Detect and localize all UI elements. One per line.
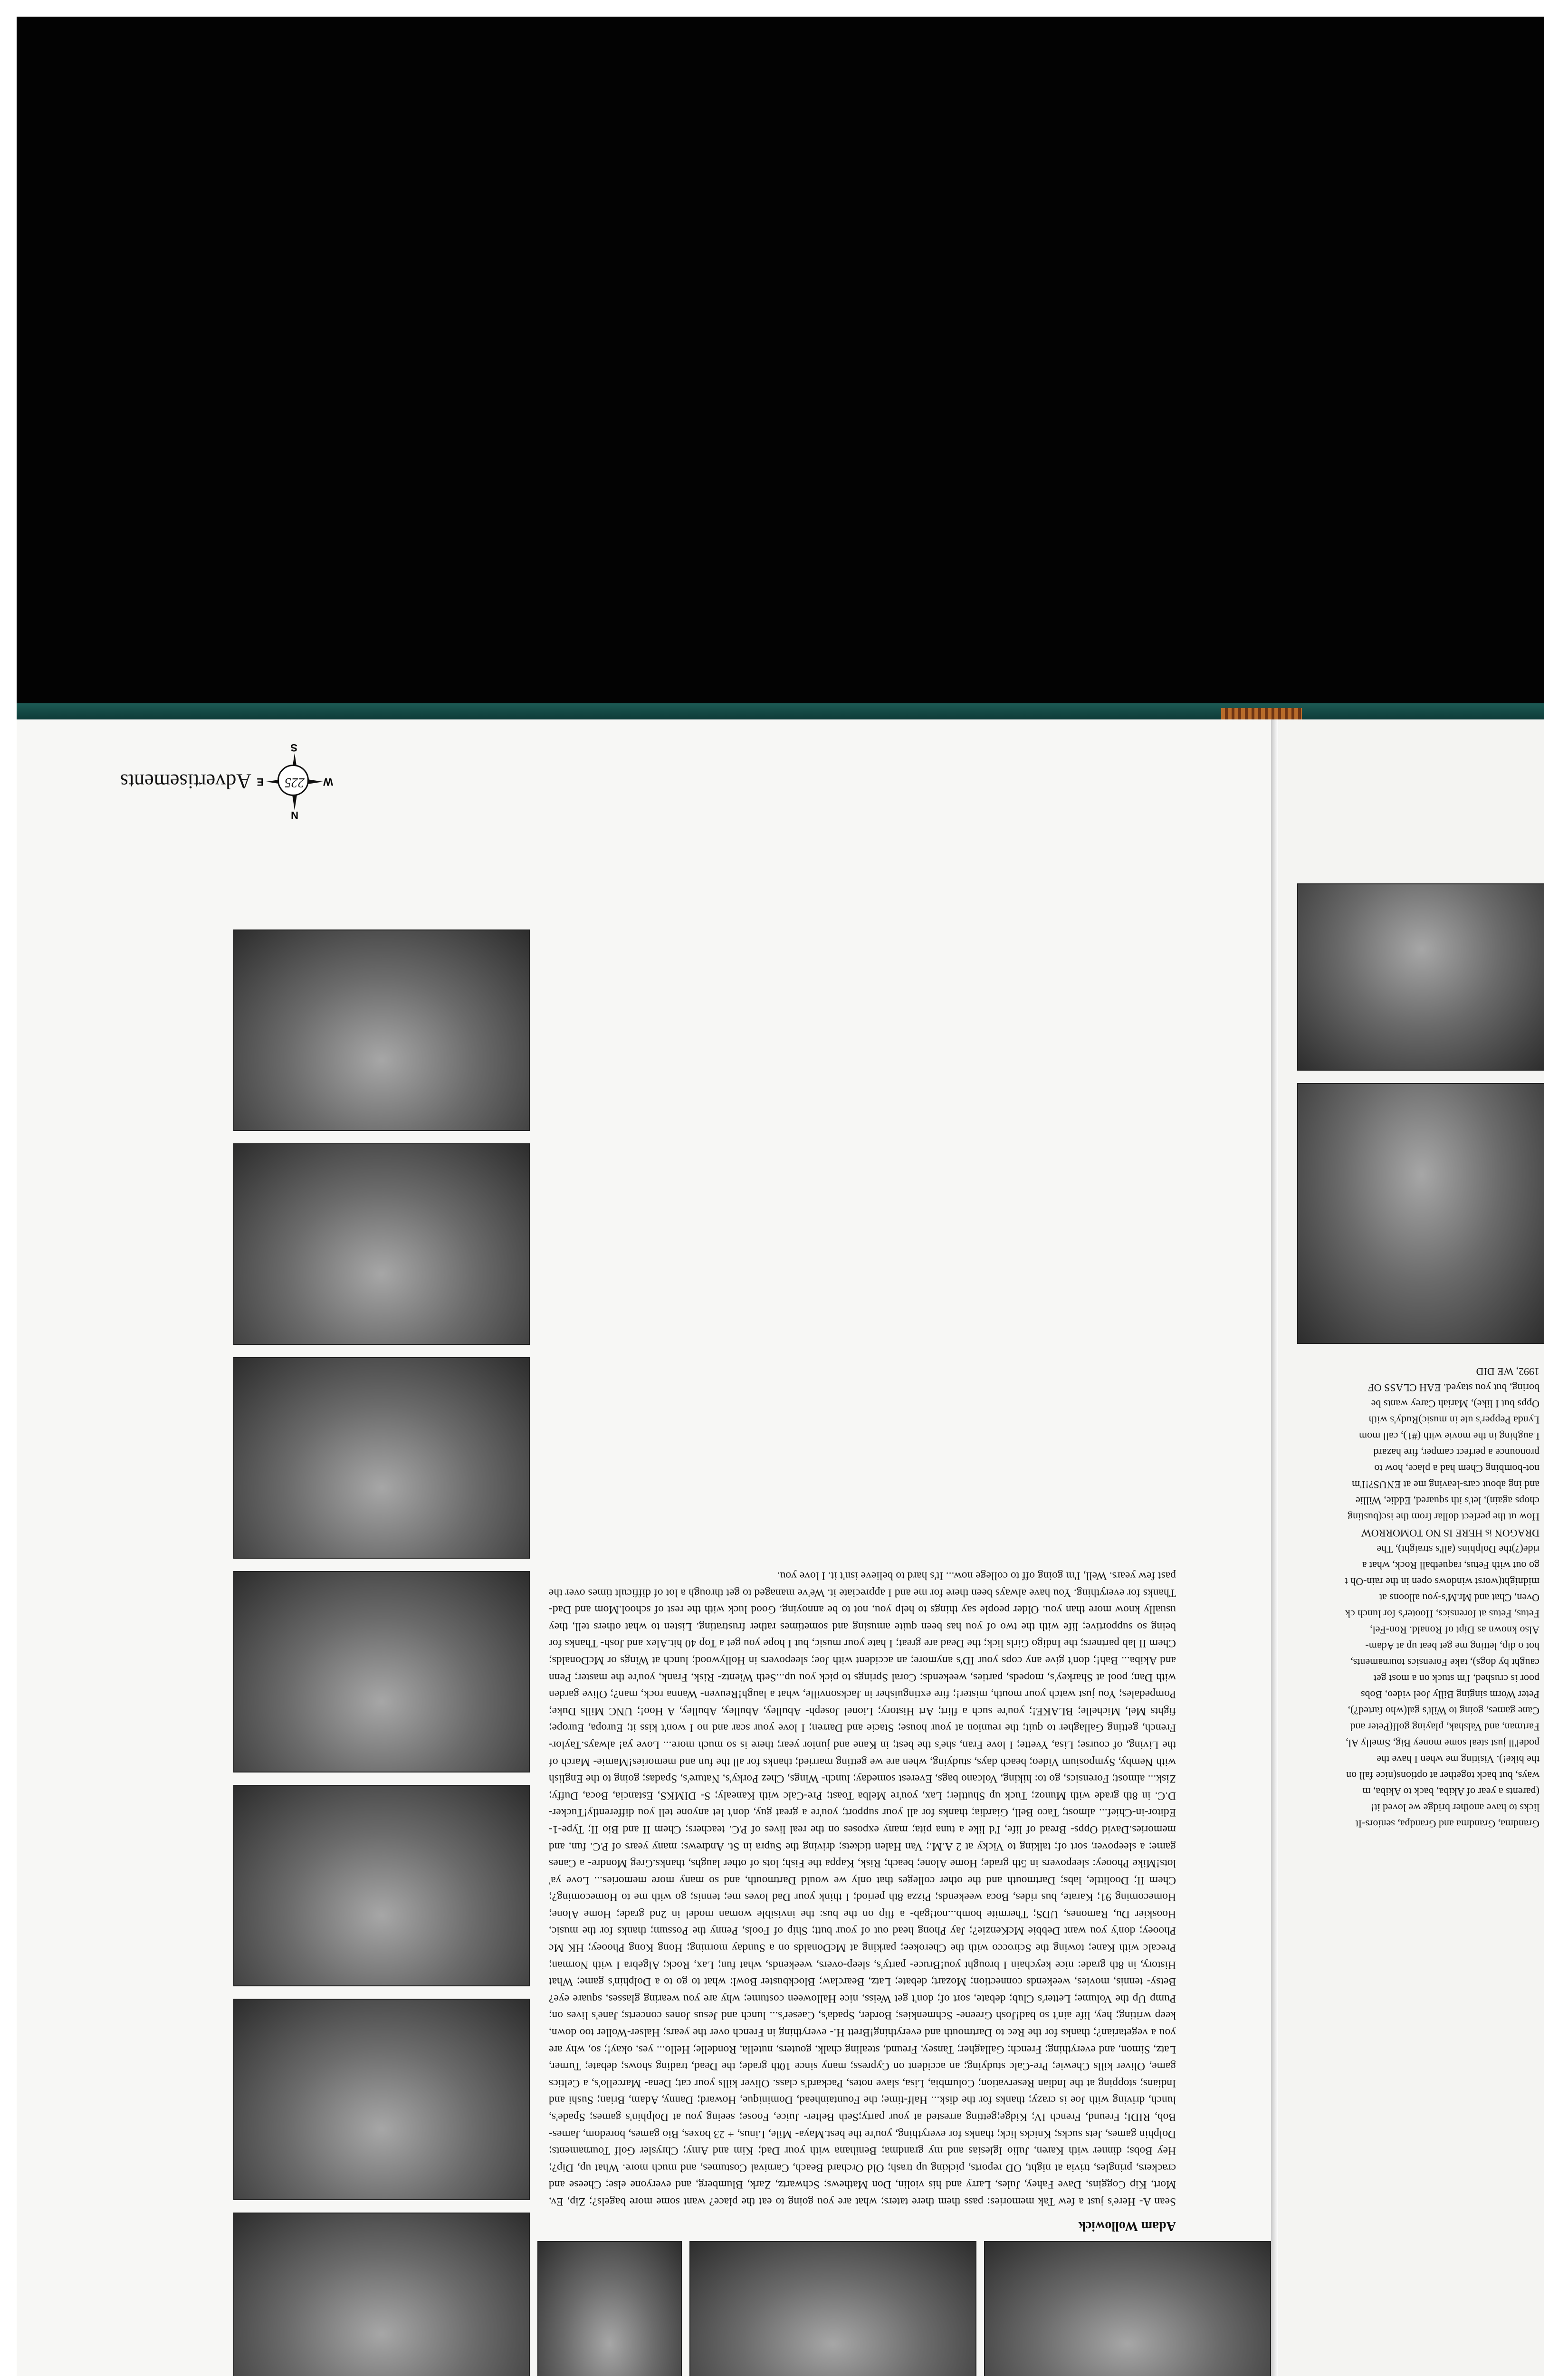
photo-1 [233, 2213, 530, 2376]
yearbook-page [17, 719, 1271, 2376]
compass-s: S [290, 742, 297, 754]
photo-top-1 [984, 2241, 1271, 2376]
book-cover-edge [17, 703, 1544, 719]
facing-page-rotated-text [1278, 719, 1544, 2376]
photo-top-3 [537, 2241, 682, 2376]
page-rotated-content [17, 719, 1271, 2376]
photo-3 [233, 1785, 530, 1986]
scanner-background [17, 17, 1544, 703]
senior-ad-letter [549, 1567, 1176, 2210]
facing-page [1278, 719, 1544, 2376]
senior-ad-title: Adam Wollowick [1078, 2219, 1176, 2233]
compass-n: N [291, 809, 298, 821]
facing-page-text-column [1345, 1363, 1539, 1832]
page-footer [120, 742, 333, 821]
photo-7 [233, 929, 530, 1131]
photo-6 [233, 1143, 530, 1345]
book-spine-accent [1221, 708, 1302, 719]
compass-w: W [323, 776, 333, 788]
photo-2 [233, 1999, 530, 2200]
page-number: 225 [285, 775, 305, 790]
page-gutter [1271, 719, 1278, 2376]
photo-4 [233, 1571, 530, 1772]
photo-top-2 [689, 2241, 976, 2376]
compass-e: E [257, 776, 264, 788]
compass-rose-icon [257, 742, 333, 821]
facing-paragraph: Grandma, Grandma and Grandpa, seniors-It licks to have another bridge we loved it!(parents a year of Akiba, back to Akiba, m ways, but back together at options(nice fall on the bike!). Visiting me when I have the podel'll just steal some money Big, Smelly Al, Fartman, and Valshak, playing golf(Peter and Cane games, going to Wilt's gal(who farted?), Peter Worm singing Billy Joel video, Bobs poor is crushed, I'm stuck on a most get caught by dogs), take Forensics tournaments, hot o dip, letting me get beat up at Adam- Also known as Dipt of Ronald. Ron-Fel, Fetus, Fetus at forensics, Hooter's for lunch ck Oven, Chat and Mr.M's-you alloons at midnight(worst windows open in the rain-Oh t go out with Fetus, raquetball Rock, what a ride(?)the Dolphins (all's straight), The DRAGON is HERE IS NO TOMORROW How ut the perfect dollar from the isc(busting chops again), let's ith squared, Eddie, Willie and ing about cars-leaving me at ENUS?!I'm not-bombing Chem had a place, how to pronounce a perfect camper, fire hazard Laughing in the movie with (#1), call mom Lynda Pepper's ute in music)Rudy's with Opps but I like), Mariah Carey wants be boring, but you stayed. EAH CLASS OF 1992, WE DID [1345, 1366, 1539, 1830]
section-title: Advertisements [120, 770, 251, 794]
letter-paragraph: Sean A- Here's just a few Tak memories: pass them there taters; what are you going to eat the place? want some more bagels?; Zip, Ev, Mort, Kip Coggins, Dave Fahey, Jules, Larry and his violin, Don Mathews; Schwartz, Zark, Blumberg, and everyone else; Cheese and crackers, pringles, trivia at night, OD reports, picking up trash; Old Orchard Beach, Carnival Costumes, and much more. What up, Dip?; Hey Bobs; dinner with Karen, Julio Iglesias and my grandma; Benihana with your Dad; Kim and Amy; Chrysler Golf Tournaments; Dolphin games, Jets sucks; Knicks lick; thanks for everything, you're the best.Maya- Mile, Linus, + 23 boxes, Bio games, boredom, James- Bob, RIDI; Freund, French IV; Kidge;getting arrested at your party;Seth Belter- Juice, Foose; seeing you at Dolphin's games; Spade's, lunch, driving with Joe is crazy; thanks for the disk... Half-time; the Fountainhead, Dominique, Howard; Danny, Adam, Brian; Sushi and Indians; stopping at the Indian Reservation; Columbia, Lisa, slave notes, Packard's class. Oliver kills your cat; Dena- Marcello's, a Celtics game, Oliver kills Chewie; Pre-Calc studying; an accident on Cypress; many since 10th grade; the Dead, trading shows; debate; Turner, Latz, Simon, and everything; French; Gallagher; Tansey, Freund, stealing chalk, gouters, nutella, Rondelle; Hello... yes, okay!; so, why are you a vegetarian?; thanks for the Rec to Dartmouth and everything!Brett H.- everything in French over the years; Halser-Woller too down, keep writing; hey, life ain't so bad!Josh Greene- Schmenkies; Border, Spada's, Caeser's... lunch and Jesus Jones concerts; Jane's lives on; Pump Up the Volume; Letter's Club; debate, sort of; don't get Weiss, nice Halloween costume; why are you wearing glasses, square eye?Betsy- tennis, movies, weekends connection; Mozart; debate; Latz, Bearclaw; Blockbuster Bowl: what to go to a Dolphin's game; What History, in 8th grade: nice keychain I brought you!Bruce- party's, sleep-overs, weekends, what fun; Lax, Rock; Algebra I with Norman; Precalc with Kane; towing the Scirocco with the Cherokee; parking at McDonalds on a Sunday morning; Hong Kong Phooey; HK Mc Phooey; don'y you want Debbie McKenzie?; Jay Phong head out of your butt; Ship of Fools, Penny the Possum; thanks for the music, Hooskier Du, Ramones, UDS; Thermite bomb...not!gab- a flip on the bus: the invisible woman model in 2nd grade; Home Alone; Homecoming 91; Karate, bus rides, Boca weekends; Pizza 8th period; I think your Dad loves me; tennis; go with me to Homecoming?; Chem II; Doolittle, labs; Dartmouth and the other colleges that only we would Dartmouth, and so many more memories... Love ya' lots!Mike Phooey: sleepovers in 5th grade; Home Alone; beach; Risk, Kappa the Fish; lots of other laughs, thanks.Greg Mondre- a Canes game; a sleepover, sort of; talking to Vicky at 2 A.M.; Van Halen tickets; driving the Supra in St. Andrews; many years of P.C. fun, and memories.David Opps- Bread of life, I'd like a tuna pita; many exposes on the real lives of P.C. teachers; Chem II and Bio II; Type-1- Editor-in-Chief... almost; Taco Bell, Giardia; thanks for all your support; you're a great guy, don't let anyone tell you differently!Tucker- D.C. in 8th grade with Munoz; Tuck up Shuttler; Lax, you're Melba Toast; Pre-Calc with Kanealy; S- DIMKS, Estancia, Boca, Duffy; Zisk... almost; Forensics, go to: hiking, Volcano bags, Everest someday; lunch- Wings, Chez Porky's, Nature's, Spadas; going to the English with Nemby, Symposium Video; beach days, studying, when are we getting married; thanks for all the fun and memories!Mamie- March of the Living, of course; Lisa, Yvette; I love Fran, she's the best; in Kane and junior year; there is so much more... Love ya! always.Taylor- French, getting Gallagher to quit; the reunion at your house; Stacie and Darren; I love your scar and no I won't kiss it; Europa, Europe; fights Mel, Michelle; BLAKE!; you're such a flirt; Art History; Lionel Joseph- Abulley, Abulley, Abulley, A Hoo!; UNC Mills Duke; Pompedales; You just watch your mouth, mister!; fire extinguisher in Jacksonville, what a laugh!Reuven- Wanna rock, man?; Olive garden with Dan; pool at Sharkey's, mopeds, parties, weekends; Coral Springs to pick you up...Seth Wientz- Risk, Frank, you're the master; Penn and Akiba... Bah!; don't give any cops your ID's anymore; an accident with Joe; sleepovers in Hollywood; lunch at Wings or McDonalds; Chem II lab partners; the Indigo Girls lick; the Dead are great; I hate your music, but I hope you get a Top 40 hit.Alex and Josh- Thanks for being so supportive; life with the two of you has been quite amusing and sometimes rather frustrating. Listen to what others tell, they usually know more than you. Older people say things to help you, not to be annoying. Good luck with the rest of school.Mom and Dad- Thanks for everything. You have always been there for me and I appreciate it. We've managed to get through a lot of difficult times over the past few years. Well, I'm going off to college now... It's hard to believe isn't it. I love you. [549, 1570, 1176, 2208]
photo-5 [233, 1357, 530, 1559]
